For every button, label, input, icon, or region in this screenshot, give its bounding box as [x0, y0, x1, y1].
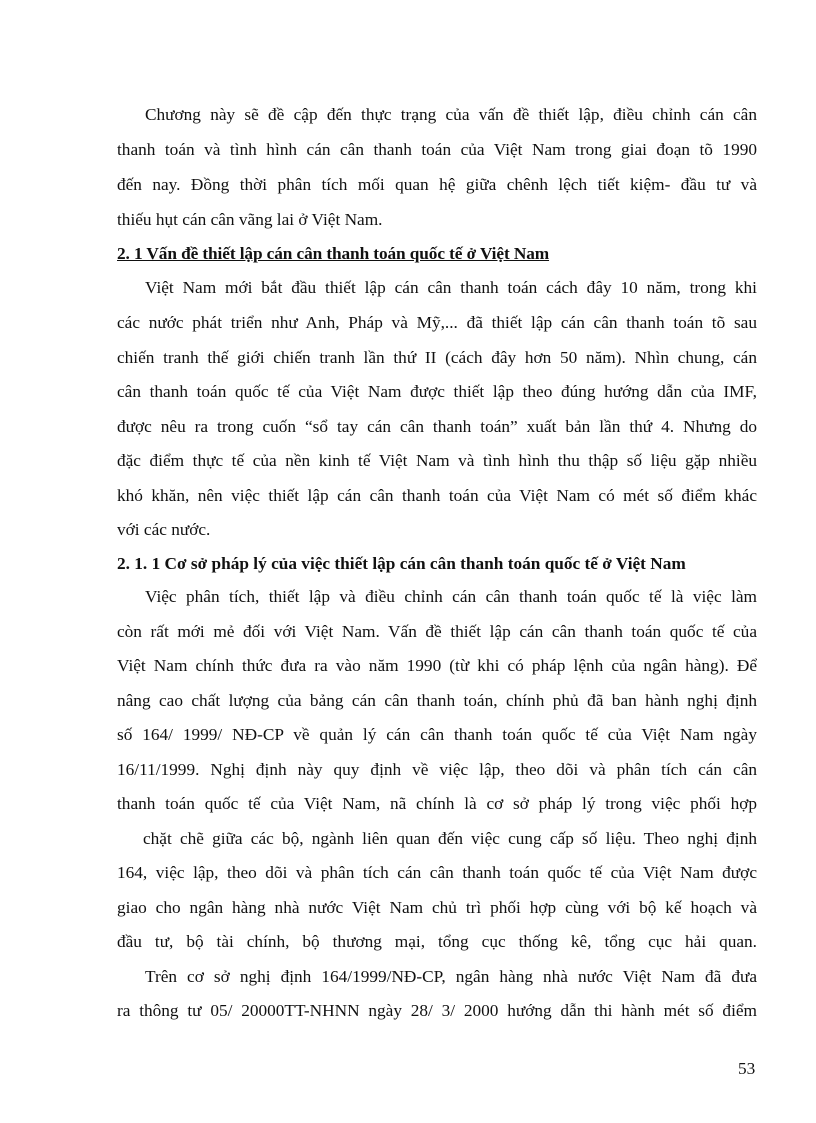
text-line: thiếu hụt cán cân vãng lai ở Việt Nam. — [117, 210, 383, 229]
text-line: được nêu ra trong cuốn “sổ tay cán cân thanh toán” xuất bản lần thứ 4. Nhưng do — [117, 417, 757, 436]
text-line: đến nay. Đồng thời phân tích mối quan hệ giữa chênh lệch tiết kiệm- đầu tư và — [117, 175, 757, 194]
text-line: còn rất mới mẻ đối với Việt Nam. Vấn đề thiết lập cán cân thanh toán quốc tế của — [117, 622, 757, 641]
text-line: các nước phát triển như Anh, Pháp và Mỹ,... đã thiết lập cán cân thanh toán tõ sau — [117, 313, 757, 332]
text-line: đầu tư, bộ tài chính, bộ thương mại, tổng cục thống kê, tổng cục hải quan. — [117, 932, 757, 951]
text-line: với các nước. — [117, 520, 211, 539]
text-line: đặc điểm thực tế của nền kinh tế Việt Nam và tình hình thu thập số liệu gặp nhiều — [117, 451, 757, 470]
text-line: Việt Nam mới bắt đầu thiết lập cán cân thanh toán cách đây 10 năm, trong khi — [145, 278, 757, 297]
text-line: Trên cơ sở nghị định 164/1999/NĐ-CP, ngân hàng nhà nước Việt Nam đã đưa — [145, 967, 757, 986]
text-line: thanh toán và tình hình cán cân thanh toán của Việt Nam trong giai đoạn tõ 1990 — [117, 140, 757, 159]
text-line: thanh toán quốc tế của Việt Nam, nã chính là cơ sở pháp lý trong việc phối hợp — [117, 794, 757, 813]
text-line: số 164/ 1999/ NĐ-CP về quản lý cán cân thanh toán quốc tế của Việt Nam ngày — [117, 725, 757, 744]
text-line: 164, việc lập, theo dõi và phân tích cán cân thanh toán quốc tế của Việt Nam được — [117, 863, 757, 882]
section-heading-2-1-1: 2. 1. 1 Cơ sở pháp lý của việc thiết lập cán cân thanh toán quốc tế ở Việt Nam — [117, 554, 686, 573]
text-line: cân thanh toán quốc tế của Việt Nam được thiết lập theo đúng hướng dẫn của IMF, — [117, 382, 757, 401]
text-line: chiến tranh thế giới chiến tranh lần thứ II (cách đây hơn 50 năm). Nhìn chung, cán — [117, 348, 757, 367]
text-line: ra thông tư 05/ 20000TT-NHNN ngày 28/ 3/ 2000 hướng dẫn thi hành mét số điểm — [117, 1001, 757, 1020]
text-line: giao cho ngân hàng nhà nước Việt Nam chủ trì phối hợp cùng với bộ kế hoạch và — [117, 898, 757, 917]
text-line: nâng cao chất lượng của bảng cán cân thanh toán, chính phủ đã ban hành nghị định — [117, 691, 757, 710]
text-line: Việt Nam chính thức đưa ra vào năm 1990 (từ khi có pháp lệnh của ngân hàng). Để — [117, 656, 757, 675]
text-line: Việc phân tích, thiết lập và điều chỉnh cán cân thanh toán quốc tế là việc làm — [145, 587, 757, 606]
section-heading-2-1: 2. 1 Vấn đề thiết lập cán cân thanh toán quốc tế ở Việt Nam — [117, 244, 550, 263]
text-line: chặt chẽ giữa các bộ, ngành liên quan đến việc cung cấp số liệu. Theo nghị định — [143, 829, 757, 848]
text-line: 16/11/1999. Nghị định này quy định về việc lập, theo dõi và phân tích cán cân — [117, 760, 757, 779]
text-line: khó khăn, nên việc thiết lập cán cân thanh toán của Việt Nam có mét số điểm khác — [117, 486, 757, 505]
page-number: 53 — [738, 1059, 756, 1078]
text-line: Chương này sẽ đề cập đến thực trạng của vấn đề thiết lập, điều chỉnh cán cân — [145, 105, 757, 124]
